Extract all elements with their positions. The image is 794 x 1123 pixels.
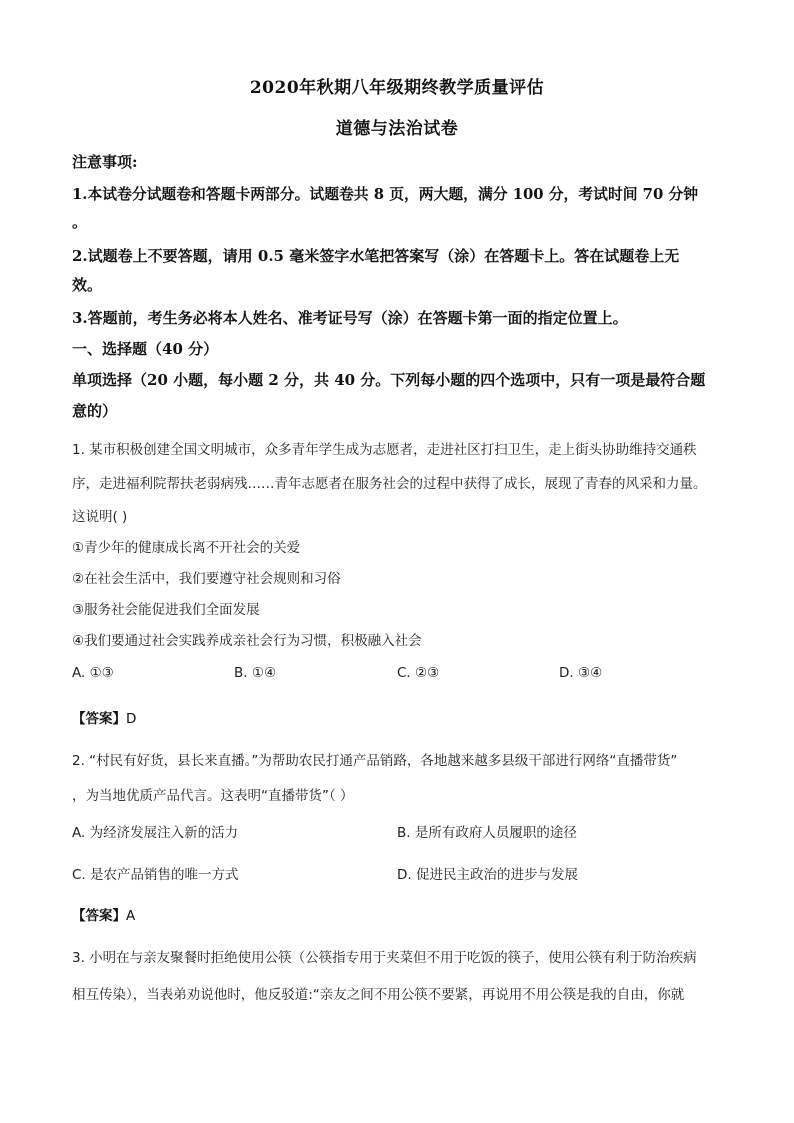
notice-item-2-cont: 效。: [72, 276, 103, 294]
question-1-option-d: D. ③④: [559, 665, 603, 681]
answer-tag: 【答案】: [72, 908, 126, 924]
question-1-stem-cont: 序，走进福利院帮扶老弱病残……青年志愿者在服务社会的过程中获得了成长，展现了青春的风采和力量。: [72, 476, 707, 492]
question-1-stem: 1. 某市积极创建全国文明城市，众多青年学生成为志愿者，走进社区打扫卫生，走上街头协助维持交通秩: [72, 442, 697, 458]
question-3-stem-cont: 相互传染），当表弟劝说他时，他反驳道:“亲友之间不用公筷不要紧，再说用不用公筷是我的自由，你就: [72, 987, 685, 1003]
question-1-statement-1: ①青少年的健康成长离不开社会的关爱: [72, 540, 301, 556]
question-1-stem-end: 这说明( ): [72, 509, 128, 525]
question-3-stem: 3. 小明在与亲友聚餐时拒绝使用公筷（公筷指专用于夹菜但不用于吃饭的筷子，使用公筷有利于防治疾病: [72, 950, 697, 966]
answer-tag: 【答案】: [72, 711, 126, 727]
question-2-option-b: B. 是所有政府人员履职的途径: [397, 825, 577, 841]
question-2-option-a: A. 为经济发展注入新的活力: [72, 825, 239, 841]
notice-heading: 注意事项:: [72, 153, 138, 171]
exam-subtitle: 道德与法治试卷: [335, 119, 459, 139]
answer-value: D: [126, 711, 137, 727]
question-2-option-c: C. 是农产品销售的唯一方式: [72, 867, 239, 883]
section-heading: 一、选择题（40 分）: [72, 340, 219, 358]
notice-item-3: 3.答题前，考生务必将本人姓名、准考证号写（涂）在答题卡第一面的指定位置上。: [72, 309, 628, 327]
section-instructions-cont: 意的）: [72, 402, 118, 420]
question-1-statement-4: ④我们要通过社会实践养成亲社会行为习惯，积极融入社会: [72, 633, 422, 649]
question-2-answer: [72, 904, 135, 924]
question-2-stem-cont: ，为当地优质产品代言。这表明“直播带货”（ ）: [72, 788, 354, 804]
question-2-stem: 2. “村民有好货，县长来直播。”为帮助农民打通产品销路，各地越来越多县级干部进行网络“直播带货”: [72, 753, 678, 769]
notice-item-1-cont: 。: [72, 213, 88, 231]
question-1-answer: [72, 707, 136, 727]
question-2-option-d: D. 促进民主政治的进步与发展: [397, 867, 578, 883]
notice-item-2: 2.试题卷上不要答题，请用 0.5 毫米签字水笔把答案写（涂）在答题卡上。答在试题卷上无: [72, 247, 680, 265]
exam-title: 2020年秋期八年级期终教学质量评估: [249, 78, 545, 98]
question-1-option-a: A. ①③: [72, 665, 114, 681]
section-instructions: 单项选择（20 小题，每小题 2 分，共 40 分。下列每小题的四个选项中，只有一项是最符合题: [72, 371, 706, 389]
question-1-statement-3: ③服务社会能促进我们全面发展: [72, 602, 260, 618]
question-1-option-b: B. ①④: [234, 665, 277, 681]
notice-item-1: 1.本试卷分试题卷和答题卡两部分。试题卷共 8 页，两大题，满分 100 分，考试时间 70 分钟: [72, 186, 699, 203]
answer-value: A: [126, 908, 136, 924]
question-1-statement-2: ②在社会生活中，我们要遵守社会规则和习俗: [72, 571, 341, 587]
question-1-option-c: C. ②③: [397, 665, 440, 681]
